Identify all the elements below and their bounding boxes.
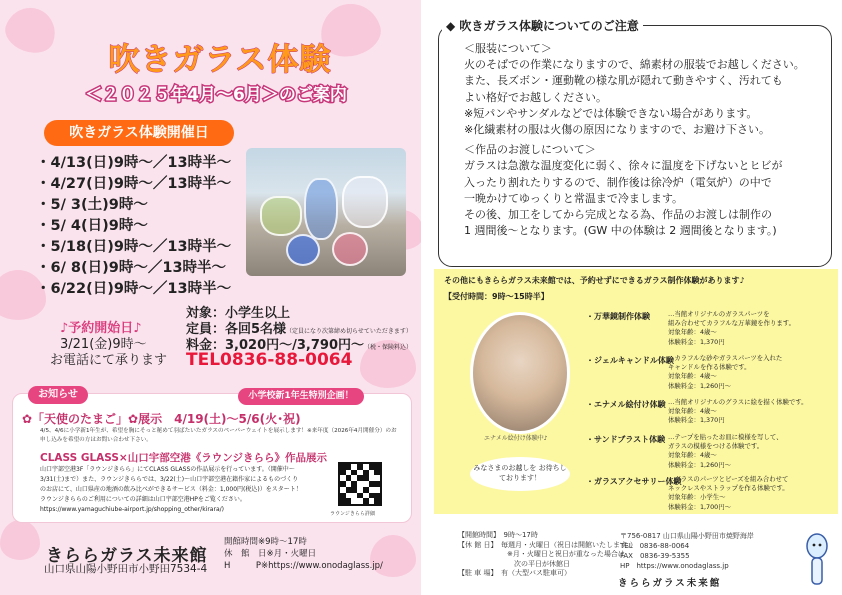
notice-title: ◆ 吹きガラス体験についてのご注意: [442, 17, 643, 34]
museum-address: 山口県山陽小野田市小野田7534-4: [44, 563, 208, 575]
phone-number[interactable]: TEL0836-88-0064: [186, 350, 353, 370]
qr-caption: ラウンジきらら詳細: [330, 511, 375, 517]
museum-contact: 〒756-0817 山口県山陽小野田市焼野海岸 TEL 0836-88-0064 FAX 0836-39-5355 HP https://www.onodaglass.jp: [620, 532, 754, 570]
glass-ball-image: [286, 234, 320, 266]
glass-works-photo: [246, 148, 406, 276]
museum-info: 【開館時間】 9時～17時 【休 館 日】 毎週月・火曜日（祝日は開館いたします。） ※月・火曜日と祝日が重なった場合は 次の平日が休館日 【駐 車 場】 有（大型バス駐車可）: [458, 531, 637, 577]
schedule-date: ・5/ 3(土)9時～: [36, 197, 148, 213]
qr-code-icon[interactable]: [338, 462, 382, 506]
page-title: 吹きガラス体験: [108, 42, 332, 78]
cherry-blossom-decoration: [0, 520, 40, 560]
reservation-heading: ♪予約開始日♪: [60, 321, 142, 336]
class-glass-heading: CLASS GLASS×山口宇部空港《ラウンジきらら》作品展示: [40, 452, 327, 464]
glass-cup-image: [260, 196, 302, 236]
angel-egg-heading: ✿「天使のたまご」✿展示 4/19(土)～5/6(火･祝): [22, 412, 301, 426]
photo-caption: エナメル絵付け体験中♪: [484, 435, 548, 442]
schedule-date: ・6/22(日)9時～／13時半～: [36, 281, 232, 297]
reservation-note: お電話にて承ります: [50, 353, 168, 368]
welcome-bubble: みなさまのお越しを お待ちしております！: [470, 457, 570, 491]
schedule-date: ・4/27(日)9時～／13時半～: [36, 176, 232, 192]
glass-mug-image: [342, 176, 388, 228]
angel-egg-note: 4/5、4/6に小学新1年生が、希望を胸にそっと秘めて羽ばたいたガラスのペーパーウェイトを展示します！※来年度（2026年4月開催分）のお申し込みを希望の方はお問い合わせ下さい。: [40, 428, 397, 443]
schedule-date: ・4/13(日)9時～／13時半～: [36, 155, 232, 171]
schedule-heading: 吹きガラス体験開催日: [44, 120, 234, 146]
schedule-date: ・6/ 8(日)9時～／13時半～: [36, 260, 227, 276]
schedule-date: ・5/18(日)9時～／13時半～: [36, 239, 232, 255]
reservation-date: 3/21(金)9時～: [60, 337, 147, 352]
child-painting-photo: [470, 312, 570, 434]
phone-number[interactable]: TEL 0836-88-0064: [620, 542, 690, 550]
activity-desc: …当館オリジナルのガラスパーツを 組み合わせてカラフルな万華鏡を作ります。 対象年齢：4歳～ 体験料金：1,370円: [668, 310, 796, 346]
activity-name: ・エナメル絵付け体験: [586, 400, 666, 409]
museum-name: きららガラス未来館: [46, 546, 208, 566]
activity-name: ・ガラスアクセサリー体験: [586, 477, 682, 486]
cherry-blossom-decoration: [0, 1, 62, 59]
other-experiences-heading: その他にもきららガラス未来館では、予約せずにできるガラス制作体験があります♪: [444, 276, 745, 285]
activity-desc: …当館オリジナルのグラスに絵を描く体験です。 対象年齢：4歳～ 体験料金：1,370円: [668, 398, 808, 425]
fee: 料金：3,020円～/3,790円～（税・保険料込）: [186, 338, 413, 353]
glass-vase-image: [304, 178, 338, 240]
class-glass-body: 山口宇部空港3F「ラウンジきらら」にてCLASS GLASSの作品展示を行っています。（開催中～3/31(土)まで）また、ラウンジきららでは、3/22(土)～山口宇部空港在籍作家によるものづくりのお店にて、山口県産の地酒の飲み比べができるサービス（料金：1,000円(税込)）をスタート！ラウンジきららのご利用についての詳細は山口宇部空港HPをご覧ください。 https://www.yamaguchiube-airport.jp/shopping_other/kirara/): [40, 466, 302, 513]
capacity: 定員：各回5名様（定員になり次第締め切らせていただきます）: [186, 322, 412, 337]
schedule-date: ・5/ 4(日)9時～: [36, 218, 148, 234]
museum-brand: きららガラス未来館: [618, 578, 722, 589]
reception-hours: 【受付時間：9時～15時半】: [444, 292, 549, 301]
news-tab: お知らせ: [28, 386, 88, 404]
target-age: 対象：小学生以上: [186, 306, 291, 321]
fax-number: FAX 0836-39-5355: [620, 552, 690, 560]
activity-desc: …ガラスのパーツとビーズを組み合わせて ネックレスやストラップを作る体験です。 対象年齢：小学生～ 体験料金：1,700円～: [668, 475, 789, 511]
activity-name: ・万華鏡制作体験: [586, 312, 650, 321]
special-event-badge: 小学校新1年生特別企画！: [238, 388, 364, 405]
notice-body: ＜服装について＞ 火のそばでの作業になりますので、綿素材の服装でお越しください。 また、長ズボン・運動靴の様な肌が隠れて動きやすく、汚れても よい格好でお越しください。 ※短パンやサンダルなどでは体験できない場合があります。 ※化繊素材の服は火傷の原因になりますので、お避け下さい。 ＜作品のお渡しについて＞ ガラスは急激な温度変化に弱く、徐々に温度を下げないとヒビが 入ったり割れたりするので、制作後は徐冷炉（電気炉）の中で 一晩かけてゆっくりと常温まで冷まします。 その後、加工をしてから完成となる為、作品のお渡しは制作の 1 週間後～となります。(GW 中の体験は 2 週間後となります。): [464, 42, 805, 238]
museum-hours: 開館時間※9時～17時 休 館 日※月・火曜日 H P※https://www.onodaglass.jp/: [224, 537, 383, 571]
glass-ball-image: [332, 232, 368, 266]
activity-desc: …カラフルな砂やガラスパーツを入れた キャンドルを作る体験です。 対象年齢：4歳～ 体験料金：1,260円～: [668, 354, 783, 390]
page-subtitle: ＜２０２５年4月～6月＞のご案内: [85, 85, 347, 105]
glass-mascot-icon: [804, 532, 830, 588]
activity-name: ・ジェルキャンドル体験: [586, 356, 674, 365]
website-link[interactable]: H P※https://www.onodaglass.jp/: [224, 561, 383, 571]
activity-name: ・サンドブラスト体験: [586, 435, 666, 444]
schedule-list: [36, 153, 231, 300]
website-link[interactable]: HP https://www.onodaglass.jp: [620, 562, 729, 570]
activity-desc: …テープを貼ったお皿に模様を写して、 ガラスの模様をつける体験です。 対象年齢：4歳～ 体験料金：1,260円～: [668, 433, 783, 469]
